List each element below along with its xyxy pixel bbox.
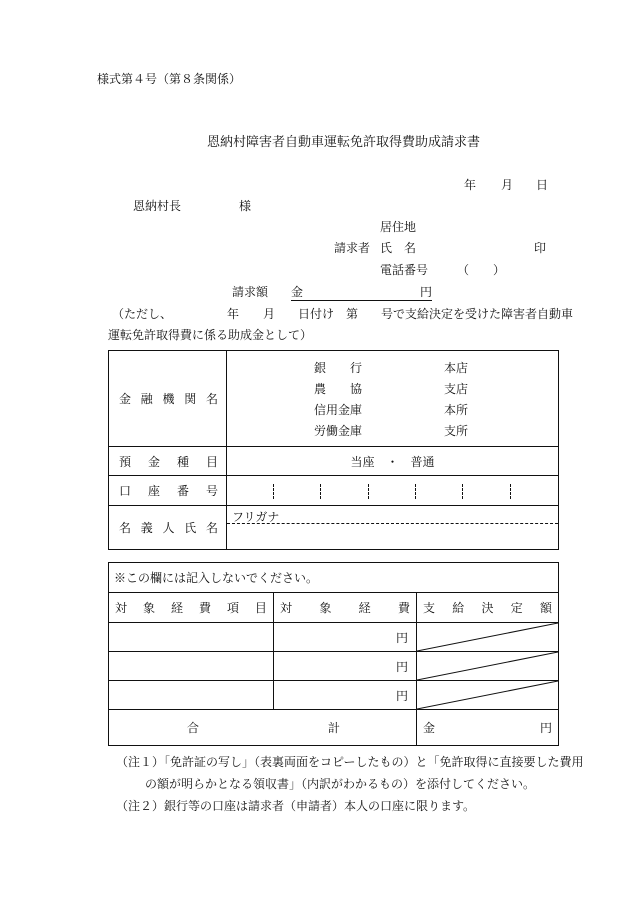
expense-item-cell[interactable] <box>109 623 274 652</box>
purpose-day-no: 日付け 第 <box>298 307 359 321</box>
addressee-honorific: 様 <box>239 199 252 213</box>
amount-field <box>291 285 432 301</box>
addressee-name: 恩納村長 <box>133 199 182 213</box>
expense-header-row <box>109 593 559 623</box>
header-decision-amount: 支 給 決 定 額 <box>417 593 559 623</box>
decision-cell-crossed <box>417 681 559 710</box>
purpose-line2: 運転免許取得費に係る助成金として） <box>108 328 313 342</box>
bank-info-table <box>108 350 559 550</box>
purpose-month: 月 <box>263 307 276 321</box>
phone-area-code: （ ） <box>457 263 506 277</box>
amount-prefix: 金 <box>291 285 304 299</box>
purpose-year: 年 <box>227 307 240 321</box>
account-holder-field[interactable] <box>227 506 559 550</box>
document-title: 恩納村障害者自動車運転免許取得費助成請求書 <box>207 135 481 150</box>
account-number-field[interactable] <box>227 476 559 506</box>
note-2: （注２）銀行等の口座は請求者（申請者）本人の口座に限ります。 <box>116 799 476 813</box>
purpose-decision: 号で支給決定を受けた障害者自動車 <box>381 307 574 321</box>
seal-mark: 印 <box>534 241 547 255</box>
table-row <box>109 623 559 652</box>
expense-cost-cell[interactable]: 円 <box>274 681 417 710</box>
address-label: 居住地 <box>380 220 417 234</box>
account-holder-label-cell: 名 義 人 氏 名 <box>109 506 227 550</box>
note-1-line-1: （注１）「免許証の写し」（表裏両面をコピーしたもの）と「免許取得に直接要した費用 <box>116 755 584 769</box>
furigana-label: フリガナ <box>232 510 280 524</box>
account-number-label-cell: 口 座 番 号 <box>109 476 227 506</box>
claimant-role-label: 請求者 <box>334 241 371 255</box>
total-amount-cell[interactable]: 金 円 <box>417 710 559 746</box>
institution-option: 銀 行 本店 <box>314 360 469 375</box>
deposit-type-value[interactable]: 当座 ・ 普通 <box>227 447 559 476</box>
table-row <box>109 681 559 710</box>
total-label-cell: 合 計 <box>109 710 417 746</box>
expense-cost-cell[interactable]: 円 <box>274 652 417 681</box>
expense-cost-cell[interactable]: 円 <box>274 623 417 652</box>
expense-item-cell[interactable] <box>109 681 274 710</box>
institution-row <box>109 351 559 447</box>
deposit-type-label-cell: 預 金 種 目 <box>109 447 227 476</box>
institution-option: 労働金庫 支所 <box>314 423 469 438</box>
amount-suffix: 円 <box>419 285 432 299</box>
deposit-type-row <box>109 447 559 476</box>
account-number-row <box>109 476 559 506</box>
date-year: 年 <box>464 178 477 192</box>
decision-cell-crossed <box>417 652 559 681</box>
institution-label-cell: 金 融 機 関 名 <box>109 351 227 447</box>
institution-option: 農 協 支店 <box>314 381 469 396</box>
header-expense-item: 対 象 経 費 項 目 <box>109 593 274 623</box>
decision-cell-crossed <box>417 623 559 652</box>
phone-label: 電話番号 <box>380 263 429 277</box>
header-expense-cost: 対 象 経 費 <box>274 593 417 623</box>
office-use-notice: ※この欄には記入しないでください。 <box>109 563 559 593</box>
date-month: 月 <box>501 178 514 192</box>
expense-item-cell[interactable] <box>109 652 274 681</box>
total-row <box>109 710 559 746</box>
institution-option: 信用金庫 本所 <box>314 402 469 417</box>
form-number: 様式第４号（第８条関係） <box>97 72 242 86</box>
purpose-open: （ただし、 <box>112 307 173 321</box>
note-1-line-2: の額が明らかとなる領収書」（内訳がわかるもの）を添付してください。 <box>145 777 536 791</box>
amount-label: 請求額 <box>232 285 269 299</box>
expense-table <box>108 562 559 746</box>
account-holder-row <box>109 506 559 550</box>
institution-choice-cell[interactable] <box>227 351 559 447</box>
claimant-name-label: 氏 名 <box>380 241 417 255</box>
date-day: 日 <box>536 178 549 192</box>
table-row <box>109 652 559 681</box>
